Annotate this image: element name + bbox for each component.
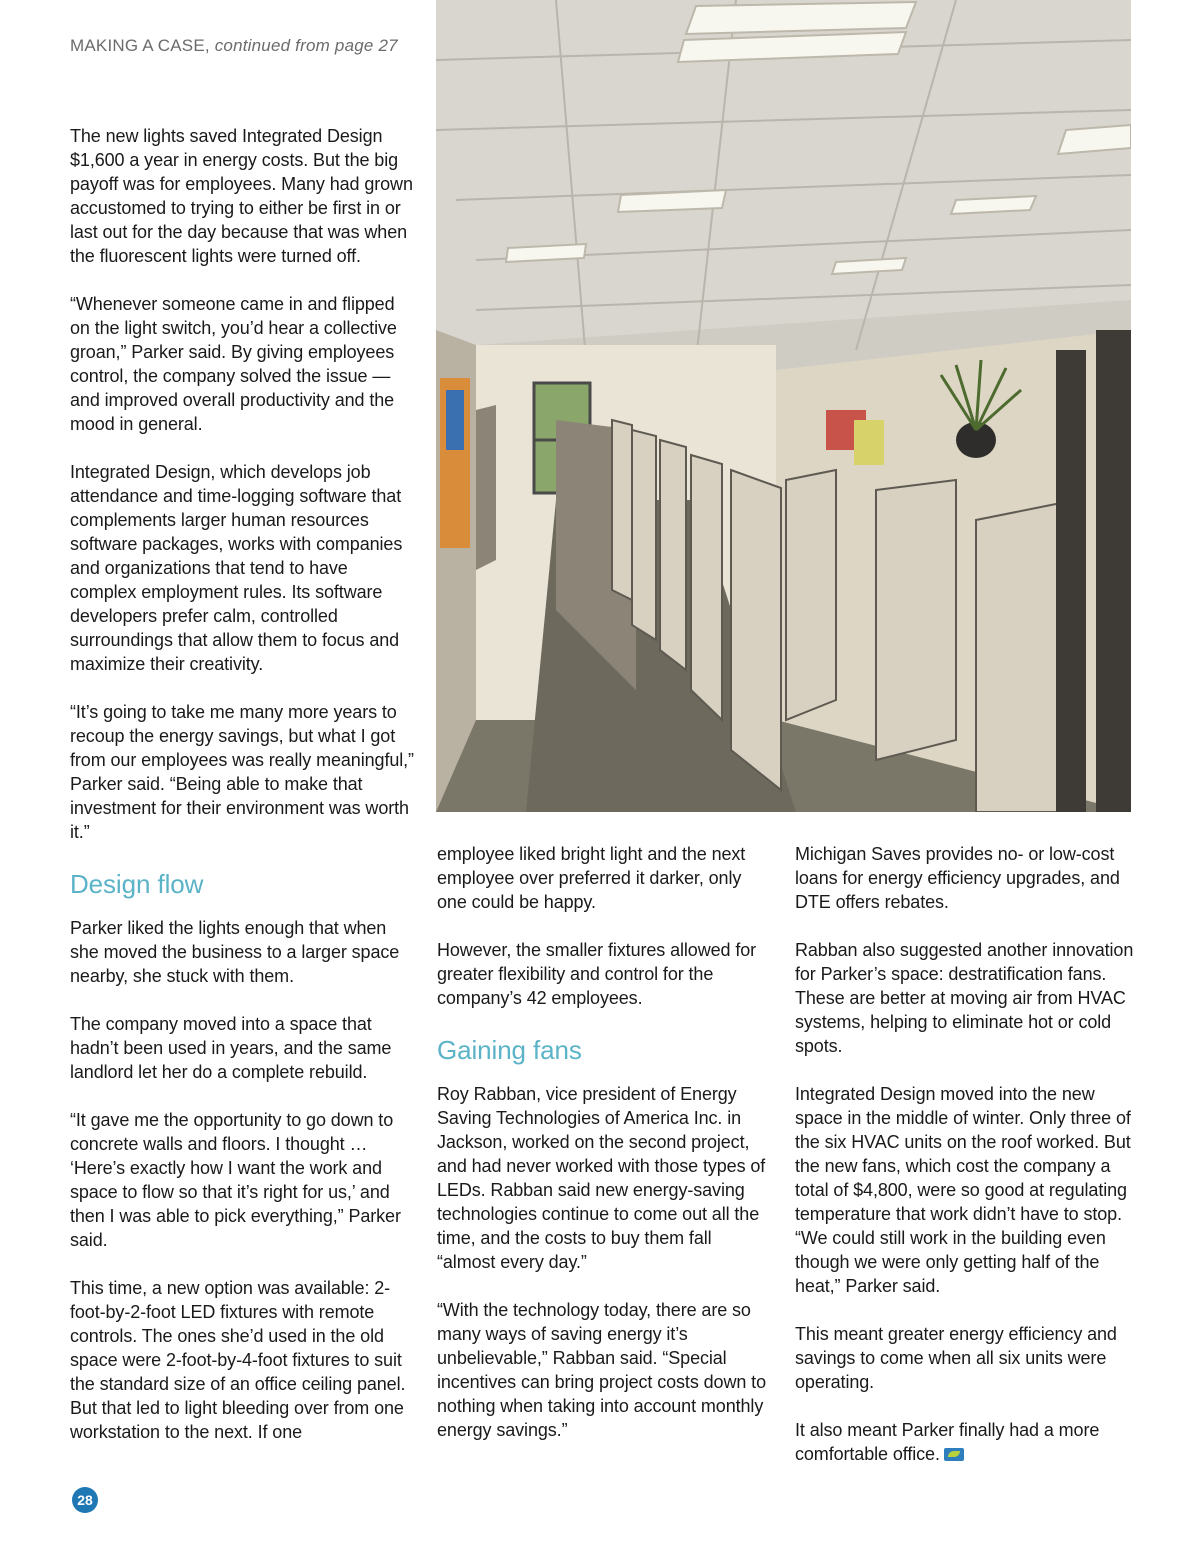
paragraph: Integrated Design moved into the new space in the middle of winter. Only three of the six HVAC units on the roof worked. But the new fans, which cost the company a total of $4,800, were so good at regulating temperature that work didn’t have to stop. “We could still work in the building even though we were only getting half of the heat,” Parker said. [795, 1084, 1131, 1296]
paragraph: This meant greater energy efficiency and savings to come when all six units were operating. [795, 1324, 1117, 1392]
paragraph: “With the technology today, there are so many ways of saving energy it’s unbelievable,” Rabban said. “Special incentives can bring project costs down to nothing when taking into account monthly energy savings.” [437, 1300, 766, 1440]
column-3 [795, 842, 1140, 1490]
section-label: MAKING A CASE, [70, 36, 210, 55]
office-photo-illustration [436, 0, 1131, 812]
paragraph: “It gave me the opportunity to go down to concrete walls and floors. I thought … ‘Here’s exactly how I want the work and space to flow so that it’s right for us,’ and then I was able to pick everything,” Parker said. [70, 1110, 401, 1250]
section-heading: Gaining fans [437, 1035, 582, 1065]
paragraph: employee liked bright light and the next employee over preferred it darker, only one could be happy. [437, 844, 746, 912]
paragraph: Parker liked the lights enough that when she moved the business to a larger space nearby, she stuck with them. [70, 918, 400, 986]
column-2 [437, 842, 772, 1466]
end-of-story-icon [944, 1448, 964, 1461]
paragraph: The new lights saved Integrated Design $1,600 a year in energy costs. But the big payoff was for employees. Many had grown accustomed to trying to either be first in or last out for the day because that was when the fluorescent lights were turned off. [70, 126, 413, 266]
paragraph: Rabban also suggested another innovation for Parker’s space: destratification fans. These are better at moving air from HVAC systems, helping to eliminate hot or cold spots. [795, 940, 1134, 1056]
paragraph: Roy Rabban, vice president of Energy Saving Technologies of America Inc. in Jackson, worked on the second project, and had never worked with those types of LEDs. Rabban said new energy-saving technologies continue to come out all the time, and the costs to buy them fall “almost every day.” [437, 1084, 766, 1272]
paragraph-final [795, 1418, 1140, 1466]
continued-note: continued from page 27 [214, 36, 398, 55]
page-number-badge: 28 [72, 1487, 98, 1513]
paragraph: “It’s going to take me many more years to recoup the energy savings, but what I got from our employees was really meaningful,” Parker said. “Being able to make that investment for their environment was worth it.” [70, 702, 414, 842]
paragraph: “Whenever someone came in and flipped on the light switch, you’d hear a collective groan,” Parker said. By giving employees control, the company solved the issue — and improved overall productivity and the mood in general. [70, 294, 397, 434]
office-cubicles-photo [436, 0, 1131, 812]
paragraph: However, the smaller fixtures allowed for greater flexibility and control for the company’s 42 employees. [437, 940, 757, 1008]
section-heading: Design flow [70, 869, 204, 899]
paragraph: Michigan Saves provides no- or low-cost loans for energy efficiency upgrades, and DTE offers rebates. [795, 844, 1120, 912]
paragraph: The company moved into a space that hadn’t been used in years, and the same landlord let her do a complete rebuild. [70, 1014, 392, 1082]
column-1 [70, 124, 415, 1468]
paragraph: Integrated Design, which develops job attendance and time-logging software that complements larger human resources software packages, works with companies and organizations that tend to have complex employment rules. Its software developers prefer calm, controlled surroundings that allow them to focus and maximize their creativity. [70, 462, 403, 674]
paragraph: This time, a new option was available: 2-foot-by-2-foot LED fixtures with remote controls. The ones she’d used in the old space were 2-foot-by-4-foot fixtures to suit the standard size of an office ceiling panel. But that led to light bleeding over from one workstation to the next. If one [70, 1278, 406, 1442]
paragraph: It also meant Parker finally had a more comfortable office. [795, 1420, 1100, 1464]
running-header [70, 36, 398, 56]
